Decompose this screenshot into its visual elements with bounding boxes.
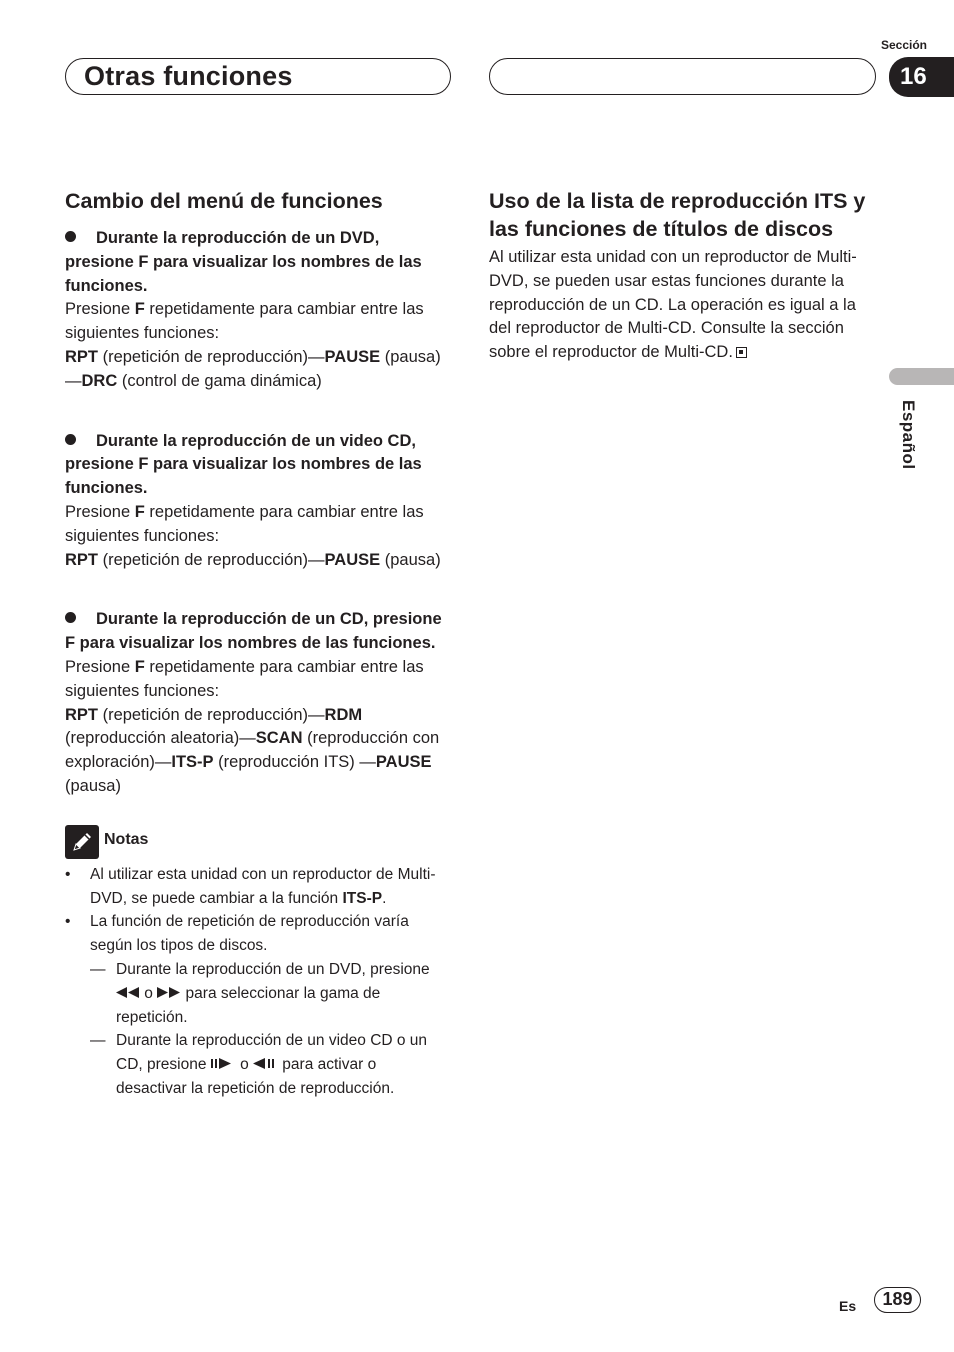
language-tab <box>889 368 954 385</box>
bullet-text: Durante la reproducción de un DVD, presione F para visualizar los nombres de las funciones. <box>65 229 422 295</box>
notes-list <box>65 863 449 1101</box>
function-sequence: RPT (repetición de reproducción)—RDM (reproducción aleatoria)—SCAN (reproducción con exploración)—ITS-P (reproducción ITS) —PAUSE (pausa) <box>65 705 440 795</box>
function-sequence: RPT (repetición de reproducción)—PAUSE (pausa)—DRC (control de gama dinámica) <box>65 347 441 390</box>
right-heading: Uso de la lista de reproducción ITS y las funciones de títulos de discos <box>489 189 866 241</box>
function-block-video-cd <box>65 430 449 573</box>
bullet-heading <box>65 608 449 656</box>
bullet-dot-icon <box>65 434 76 445</box>
footer-language-code: Es <box>839 1298 857 1314</box>
bullet-text: Durante la reproducción de un video CD, presione F para visualizar los nombres de las funciones. <box>65 431 422 498</box>
bullet-dot-icon <box>65 612 76 623</box>
instruction-text: Presione F repetidamente para cambiar entre las siguientes funciones: <box>65 657 424 700</box>
bullet-heading <box>65 227 449 298</box>
instruction-text: Presione F repetidamente para cambiar entre las siguientes funciones: <box>65 502 424 545</box>
pause-play-reverse-icon <box>253 1058 278 1069</box>
right-column <box>489 187 879 365</box>
page-title: Otras funciones <box>84 61 293 91</box>
note-item: • La función de repetición de reproducción varía según los tipos de discos. — Durante la reproducción de un DVD, presione o para seleccionar la gama de repetición. — Durante la reproducción de un video CD o un CD, presione o para activar o desactivar la repetición de reproducción. <box>65 910 449 1100</box>
note-subitem: — Durante la reproducción de un DVD, presione o para seleccionar la gama de repetición. <box>90 958 449 1029</box>
end-of-section-icon <box>736 347 747 358</box>
bullet-text: Durante la reproducción de un CD, presione F para visualizar los nombres de las funciones. <box>65 610 442 653</box>
bullet-heading <box>65 430 449 501</box>
function-sequence: RPT (repetición de reproducción)—PAUSE (pausa) <box>65 550 441 569</box>
left-heading: Cambio del menú de funciones <box>65 189 383 213</box>
function-block-cd <box>65 608 449 798</box>
page-number: 189 <box>874 1287 921 1313</box>
notes-label: Notas <box>104 830 149 848</box>
instruction-text: Presione F repetidamente para cambiar entre las siguientes funciones: <box>65 300 424 343</box>
note-item: • Al utilizar esta unidad con un reproductor de Multi-DVD, se puede cambiar a la función ITS-P. <box>65 863 449 911</box>
bullet-dot-icon <box>65 231 76 242</box>
left-column <box>65 187 449 1101</box>
note-sublist <box>90 958 449 1101</box>
language-label: Español <box>899 400 918 470</box>
section-label: Sección <box>880 38 927 52</box>
fast-forward-icon <box>157 987 181 998</box>
rewind-icon <box>116 987 140 998</box>
notes-header <box>65 825 449 859</box>
function-block-dvd <box>65 227 449 394</box>
pause-play-forward-icon <box>211 1058 236 1069</box>
pencil-note-icon <box>65 825 99 859</box>
note-subitem: — Durante la reproducción de un video CD o un CD, presione o para activar o desactivar la repetición de reproducción. <box>90 1029 449 1100</box>
header-blank-frame <box>489 58 876 95</box>
right-body: Al utilizar esta unidad con un reproductor de Multi-DVD, se pueden usar estas funciones durante la reproducción de un CD. La operación es igual a la del reproductor de Multi-CD. Consulte la sección sobre el reproductor de Multi-CD. <box>489 248 857 362</box>
section-number-badge: 16 <box>889 57 954 97</box>
